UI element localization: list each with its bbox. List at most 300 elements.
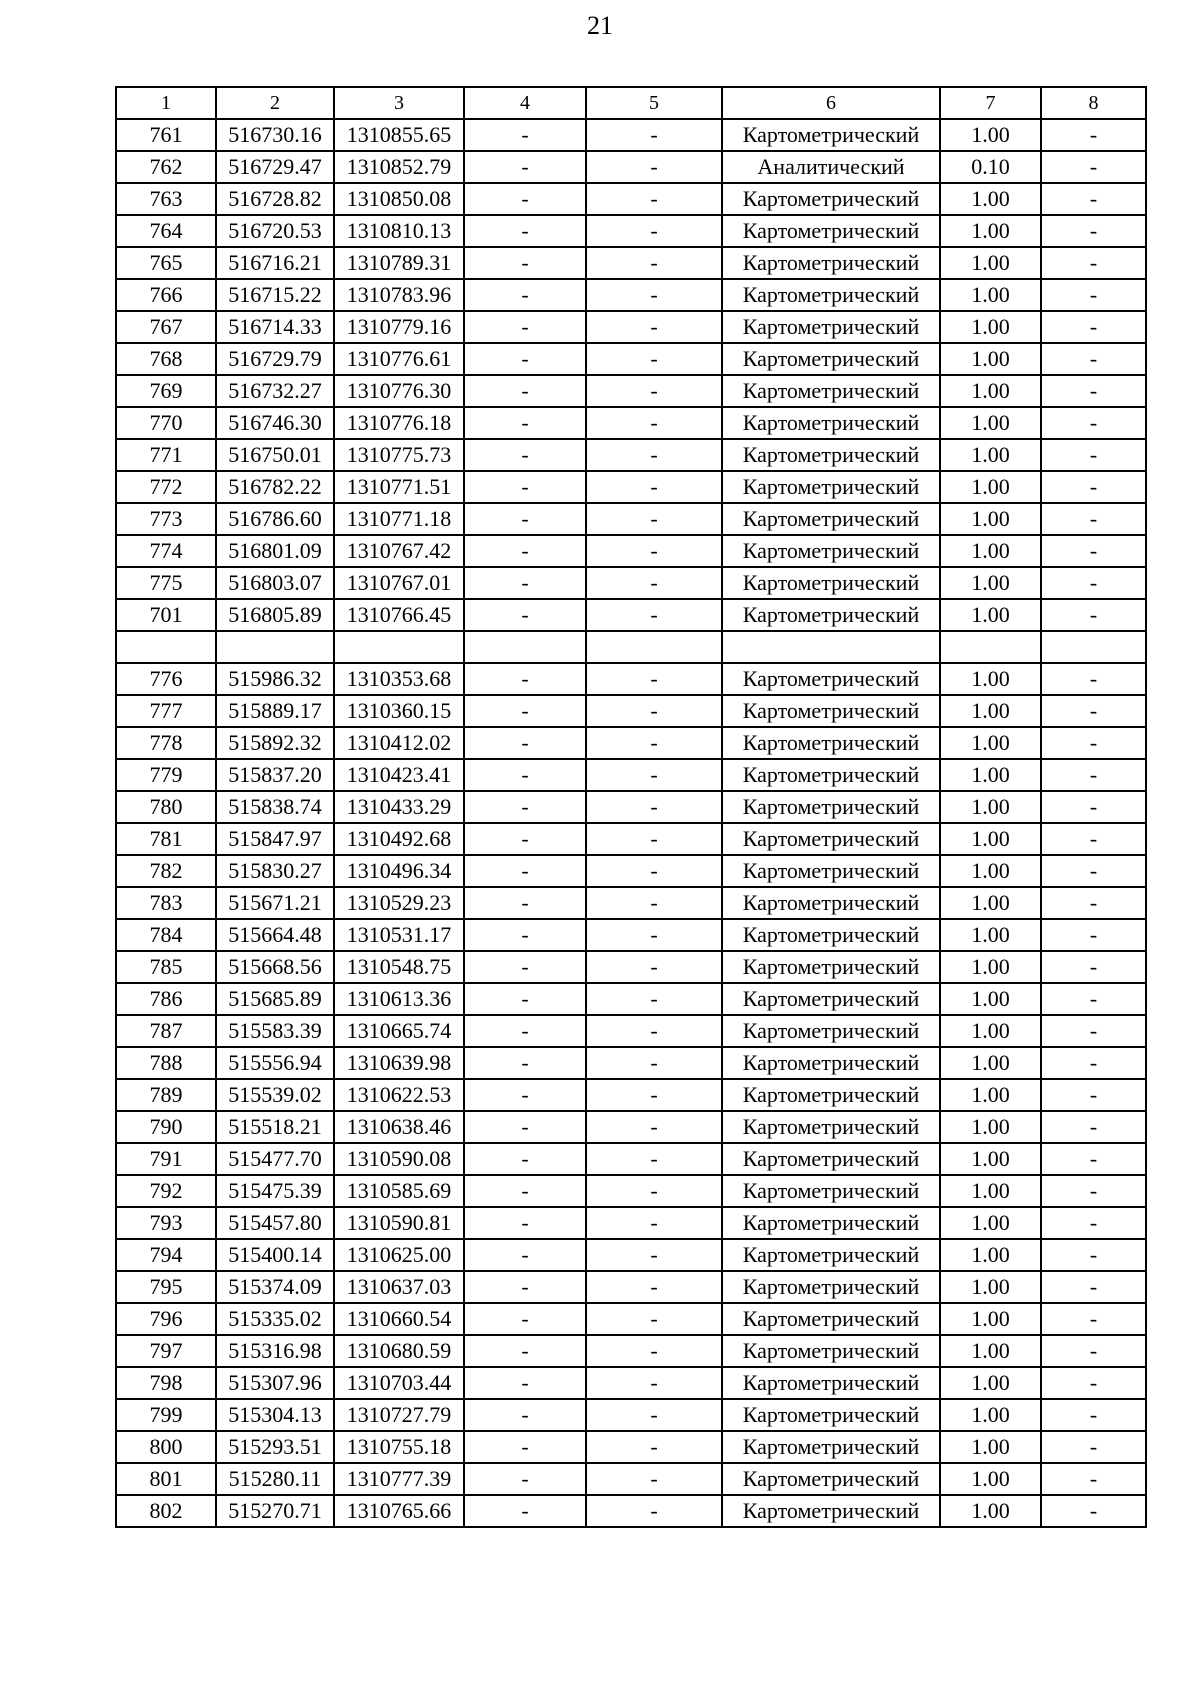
table-cell: 1310775.73 (334, 439, 464, 471)
table-cell: 516750.01 (216, 439, 334, 471)
table-row (116, 887, 1146, 919)
table-row (116, 343, 1146, 375)
table-row (116, 855, 1146, 887)
table-cell: 515892.32 (216, 727, 334, 759)
table-cell: - (1041, 695, 1146, 727)
table-cell: 1.00 (940, 983, 1041, 1015)
table-cell: 776 (116, 663, 216, 695)
table-cell: 515477.70 (216, 1143, 334, 1175)
table-cell: 1310625.00 (334, 1239, 464, 1271)
table-cell: 515518.21 (216, 1111, 334, 1143)
table-cell: 515539.02 (216, 1079, 334, 1111)
table-cell: - (586, 407, 722, 439)
table-cell: - (586, 1239, 722, 1271)
table-cell: - (1041, 1143, 1146, 1175)
table-cell: - (1041, 983, 1146, 1015)
table-cell: 1.00 (940, 1175, 1041, 1207)
table-row (116, 1399, 1146, 1431)
table-row (116, 1239, 1146, 1271)
table-row (116, 1463, 1146, 1495)
table-cell: - (586, 119, 722, 151)
table-cell: - (1041, 599, 1146, 631)
table-cell: - (586, 599, 722, 631)
table-cell: Картометрический (722, 279, 940, 311)
table-cell: - (586, 183, 722, 215)
table-cell: 774 (116, 535, 216, 567)
table-cell: - (464, 1399, 586, 1431)
table-cell: Аналитический (722, 151, 940, 183)
table-cell: 1310755.18 (334, 1431, 464, 1463)
table-cell: 1.00 (940, 855, 1041, 887)
table-cell: - (464, 311, 586, 343)
table-cell: Картометрический (722, 887, 940, 919)
table-row (116, 535, 1146, 567)
table-cell: - (464, 599, 586, 631)
table-cell: 516786.60 (216, 503, 334, 535)
table-cell: - (586, 247, 722, 279)
table-cell: - (586, 919, 722, 951)
table-cell: 1310360.15 (334, 695, 464, 727)
table-cell: 1310585.69 (334, 1175, 464, 1207)
table-cell: 515270.71 (216, 1495, 334, 1527)
table-cell: - (464, 1335, 586, 1367)
table-cell: 1.00 (940, 1367, 1041, 1399)
table-cell: 781 (116, 823, 216, 855)
table-cell: 1.00 (940, 1271, 1041, 1303)
table-cell: - (586, 151, 722, 183)
table-cell: - (586, 1495, 722, 1527)
table-cell: - (586, 1143, 722, 1175)
table-cell: 794 (116, 1239, 216, 1271)
table-cell: 1310665.74 (334, 1015, 464, 1047)
table-cell: - (586, 215, 722, 247)
table-cell: 1.00 (940, 375, 1041, 407)
table-cell: - (586, 503, 722, 535)
table-cell: 701 (116, 599, 216, 631)
table-cell: Картометрический (722, 375, 940, 407)
table-cell: 790 (116, 1111, 216, 1143)
table-cell: 1310850.08 (334, 183, 464, 215)
table-cell: 515316.98 (216, 1335, 334, 1367)
table-cell: - (586, 439, 722, 471)
table-cell: Картометрический (722, 503, 940, 535)
table-cell: - (1041, 535, 1146, 567)
table-cell: - (464, 503, 586, 535)
table-cell: 515830.27 (216, 855, 334, 887)
table-cell: - (464, 983, 586, 1015)
table-row (116, 1335, 1146, 1367)
table-cell: - (464, 151, 586, 183)
column-header: 3 (334, 87, 464, 119)
table-cell: 1.00 (940, 535, 1041, 567)
table-cell: 1.00 (940, 919, 1041, 951)
table-cell: 1.00 (940, 1207, 1041, 1239)
table-cell: - (586, 311, 722, 343)
table-cell: - (1041, 183, 1146, 215)
table-cell: 786 (116, 983, 216, 1015)
table-cell: 1.00 (940, 215, 1041, 247)
table-cell: 515556.94 (216, 1047, 334, 1079)
table-cell: 1310776.30 (334, 375, 464, 407)
table-row (116, 1495, 1146, 1527)
table-cell: - (1041, 1399, 1146, 1431)
table-cell: - (464, 343, 586, 375)
column-header: 5 (586, 87, 722, 119)
table-cell: 1310353.68 (334, 663, 464, 695)
table-cell: 1310767.42 (334, 535, 464, 567)
table-cell: 763 (116, 183, 216, 215)
table-cell: - (1041, 215, 1146, 247)
table-cell: 516714.33 (216, 311, 334, 343)
table-cell: 1310638.46 (334, 1111, 464, 1143)
table-cell: Картометрический (722, 1207, 940, 1239)
table-cell: - (1041, 919, 1146, 951)
table-cell: 797 (116, 1335, 216, 1367)
table-cell: - (1041, 887, 1146, 919)
table-cell: 1.00 (940, 1463, 1041, 1495)
table-cell: 783 (116, 887, 216, 919)
table-row (116, 215, 1146, 247)
table-cell: 1310529.23 (334, 887, 464, 919)
table-cell: - (1041, 343, 1146, 375)
table-row (116, 919, 1146, 951)
table-cell: 1310590.08 (334, 1143, 464, 1175)
table-row (116, 471, 1146, 503)
table-row (116, 983, 1146, 1015)
table-cell: 515335.02 (216, 1303, 334, 1335)
table-cell: 1.00 (940, 1399, 1041, 1431)
table-cell: Картометрический (722, 919, 940, 951)
table-cell: 516715.22 (216, 279, 334, 311)
table-cell: 1.00 (940, 1303, 1041, 1335)
table-cell: 515400.14 (216, 1239, 334, 1271)
table-row (116, 1175, 1146, 1207)
table-cell: - (464, 375, 586, 407)
page-number: 21 (587, 11, 613, 40)
table-cell: Картометрический (722, 183, 940, 215)
table-row (116, 1207, 1146, 1239)
table-row (116, 1047, 1146, 1079)
table-cell: Картометрический (722, 1143, 940, 1175)
table-cell: 516732.27 (216, 375, 334, 407)
table-cell: - (464, 215, 586, 247)
table-cell: 1.00 (940, 439, 1041, 471)
table-cell: - (464, 439, 586, 471)
table-cell: - (464, 535, 586, 567)
table-cell: - (1041, 471, 1146, 503)
table-cell: Картометрический (722, 215, 940, 247)
table-cell: 784 (116, 919, 216, 951)
table-cell: - (586, 1111, 722, 1143)
table-cell: 767 (116, 311, 216, 343)
table-cell: - (586, 343, 722, 375)
table-cell: - (586, 1015, 722, 1047)
table-cell: - (1041, 1431, 1146, 1463)
table-cell: - (464, 919, 586, 951)
table-cell: - (1041, 855, 1146, 887)
coordinates-table (115, 86, 1147, 1528)
table-cell: - (1041, 1111, 1146, 1143)
column-header: 2 (216, 87, 334, 119)
table-cell: - (464, 1239, 586, 1271)
table-cell: - (1041, 1047, 1146, 1079)
table-cell (1041, 631, 1146, 663)
table-cell: 1.00 (940, 471, 1041, 503)
table-cell: 788 (116, 1047, 216, 1079)
table-cell: 1310433.29 (334, 791, 464, 823)
table-cell: 0.10 (940, 151, 1041, 183)
table-cell: 1.00 (940, 1239, 1041, 1271)
table-cell: Картометрический (722, 663, 940, 695)
table-cell: 1310531.17 (334, 919, 464, 951)
table-cell: - (1041, 727, 1146, 759)
table-cell: Картометрический (722, 759, 940, 791)
table-cell: 791 (116, 1143, 216, 1175)
table-cell: - (586, 983, 722, 1015)
table-cell: - (586, 1207, 722, 1239)
table-cell: - (464, 471, 586, 503)
table-cell (940, 631, 1041, 663)
table-cell: 515847.97 (216, 823, 334, 855)
table-cell: - (1041, 1079, 1146, 1111)
table-cell: Картометрический (722, 1431, 940, 1463)
table-cell: - (586, 759, 722, 791)
table-cell: 1310639.98 (334, 1047, 464, 1079)
table-cell: 515304.13 (216, 1399, 334, 1431)
table-cell: 516730.16 (216, 119, 334, 151)
table-cell: 1310548.75 (334, 951, 464, 983)
table-cell: 1.00 (940, 567, 1041, 599)
column-header: 4 (464, 87, 586, 119)
table-cell: - (464, 1463, 586, 1495)
table-row (116, 791, 1146, 823)
table-cell: - (586, 663, 722, 695)
table-cell: - (464, 567, 586, 599)
table-cell: 1310771.51 (334, 471, 464, 503)
table-cell: Картометрический (722, 599, 940, 631)
table-cell: - (464, 183, 586, 215)
table-cell: Картометрический (722, 343, 940, 375)
table-cell (116, 631, 216, 663)
table-cell: Картометрический (722, 471, 940, 503)
table-cell: 772 (116, 471, 216, 503)
table-cell: 1310855.65 (334, 119, 464, 151)
table-cell: Картометрический (722, 247, 940, 279)
table-cell: 1.00 (940, 727, 1041, 759)
table-cell: Картометрический (722, 119, 940, 151)
column-header: 1 (116, 87, 216, 119)
table-cell: 792 (116, 1175, 216, 1207)
table-cell: 1.00 (940, 823, 1041, 855)
table-row (116, 375, 1146, 407)
table-cell: - (464, 247, 586, 279)
table-cell: - (1041, 823, 1146, 855)
table-cell: 800 (116, 1431, 216, 1463)
table-cell: 1310680.59 (334, 1335, 464, 1367)
table-cell: 764 (116, 215, 216, 247)
table-cell: 796 (116, 1303, 216, 1335)
table-cell: 1310660.54 (334, 1303, 464, 1335)
table-cell: - (1041, 1015, 1146, 1047)
table-cell: 1310765.66 (334, 1495, 464, 1527)
table-cell: 1310852.79 (334, 151, 464, 183)
table-cell: Картометрический (722, 1015, 940, 1047)
table-cell: 515293.51 (216, 1431, 334, 1463)
table-cell: Картометрический (722, 1495, 940, 1527)
table-cell: - (586, 1463, 722, 1495)
table-cell: - (464, 407, 586, 439)
table-cell: 1.00 (940, 1047, 1041, 1079)
table-cell: - (464, 1431, 586, 1463)
table-cell: 515671.21 (216, 887, 334, 919)
table-cell: - (1041, 1495, 1146, 1527)
table-cell: - (1041, 375, 1146, 407)
table-row (116, 439, 1146, 471)
table-cell: 515457.80 (216, 1207, 334, 1239)
table-cell: - (1041, 407, 1146, 439)
table-cell: - (1041, 1335, 1146, 1367)
table-row (116, 1111, 1146, 1143)
table-cell: - (464, 1207, 586, 1239)
table-cell: - (464, 727, 586, 759)
table-cell: Картометрический (722, 311, 940, 343)
table-cell: - (586, 1367, 722, 1399)
table-cell: - (1041, 1271, 1146, 1303)
table-cell: 771 (116, 439, 216, 471)
table-cell: Картометрический (722, 1111, 940, 1143)
table-cell: 798 (116, 1367, 216, 1399)
table-cell: 765 (116, 247, 216, 279)
table-cell: Картометрический (722, 983, 940, 1015)
table-cell: - (586, 279, 722, 311)
table-cell: 1310789.31 (334, 247, 464, 279)
table-cell: - (586, 567, 722, 599)
table-cell: 1310637.03 (334, 1271, 464, 1303)
table-cell: - (464, 1015, 586, 1047)
table-cell: Картометрический (722, 727, 940, 759)
table-cell: - (464, 1271, 586, 1303)
table-cell: Картометрический (722, 1271, 940, 1303)
table-cell: 516729.47 (216, 151, 334, 183)
column-header: 8 (1041, 87, 1146, 119)
table-cell: 1.00 (940, 695, 1041, 727)
table-cell: Картометрический (722, 1303, 940, 1335)
table-cell: - (1041, 1303, 1146, 1335)
table-body (116, 119, 1146, 1527)
table-cell: 516728.82 (216, 183, 334, 215)
table-cell: - (1041, 151, 1146, 183)
table-cell: 1.00 (940, 343, 1041, 375)
table-cell: 1.00 (940, 119, 1041, 151)
table-cell: 1.00 (940, 407, 1041, 439)
table-cell: - (586, 823, 722, 855)
table-row (116, 183, 1146, 215)
table-cell: 1310779.16 (334, 311, 464, 343)
table-cell: Картометрический (722, 1335, 940, 1367)
table-cell (464, 631, 586, 663)
table-cell: 1.00 (940, 951, 1041, 983)
table-cell: 1.00 (940, 311, 1041, 343)
table-cell: 1.00 (940, 663, 1041, 695)
table-cell: 762 (116, 151, 216, 183)
table-cell: 515307.96 (216, 1367, 334, 1399)
table-cell: - (1041, 311, 1146, 343)
table-cell: - (464, 1111, 586, 1143)
table-cell: 773 (116, 503, 216, 535)
table-cell: - (1041, 567, 1146, 599)
table-cell: 1.00 (940, 1143, 1041, 1175)
table-cell: 515685.89 (216, 983, 334, 1015)
table-cell: - (464, 1079, 586, 1111)
column-header: 6 (722, 87, 940, 119)
table-row (116, 663, 1146, 695)
table-cell: 1310766.45 (334, 599, 464, 631)
table-cell: - (464, 1047, 586, 1079)
table-cell: - (586, 1431, 722, 1463)
table-cell: 1310783.96 (334, 279, 464, 311)
table-cell: 515374.09 (216, 1271, 334, 1303)
table-cell: - (1041, 279, 1146, 311)
table-cell: - (586, 1271, 722, 1303)
table-cell: Картометрический (722, 1463, 940, 1495)
table-row (116, 1367, 1146, 1399)
table-cell: - (586, 1303, 722, 1335)
table-cell: - (1041, 1239, 1146, 1271)
table-cell: 789 (116, 1079, 216, 1111)
header-row (116, 87, 1146, 119)
table-cell: 1.00 (940, 1079, 1041, 1111)
table-row (116, 407, 1146, 439)
table-row (116, 727, 1146, 759)
table-cell: 516805.89 (216, 599, 334, 631)
table-cell: - (464, 791, 586, 823)
table-cell (586, 631, 722, 663)
table-cell: - (1041, 1463, 1146, 1495)
table-cell: 1310590.81 (334, 1207, 464, 1239)
table-row (116, 1431, 1146, 1463)
table-cell: 515280.11 (216, 1463, 334, 1495)
table-cell: 515668.56 (216, 951, 334, 983)
table-cell: 516782.22 (216, 471, 334, 503)
table-cell: 779 (116, 759, 216, 791)
table-row (116, 759, 1146, 791)
table-cell: 1310771.18 (334, 503, 464, 535)
table-cell: - (586, 471, 722, 503)
table-cell (334, 631, 464, 663)
table-cell: - (464, 1143, 586, 1175)
table-cell: 515838.74 (216, 791, 334, 823)
table-row (116, 631, 1146, 663)
table-cell: 778 (116, 727, 216, 759)
table-cell: 1310777.39 (334, 1463, 464, 1495)
table-cell: Картометрический (722, 1239, 940, 1271)
table-cell: - (586, 375, 722, 407)
table-cell: - (586, 535, 722, 567)
table-cell: 785 (116, 951, 216, 983)
table-cell: - (1041, 1175, 1146, 1207)
table-cell (722, 631, 940, 663)
table-cell: 1310776.61 (334, 343, 464, 375)
table-row (116, 695, 1146, 727)
table-cell: 1310622.53 (334, 1079, 464, 1111)
table-row (116, 951, 1146, 983)
table-cell: - (1041, 791, 1146, 823)
table-cell: Картометрический (722, 855, 940, 887)
table-cell: Картометрический (722, 407, 940, 439)
table-row (116, 503, 1146, 535)
table-cell: 793 (116, 1207, 216, 1239)
table-row (116, 311, 1146, 343)
